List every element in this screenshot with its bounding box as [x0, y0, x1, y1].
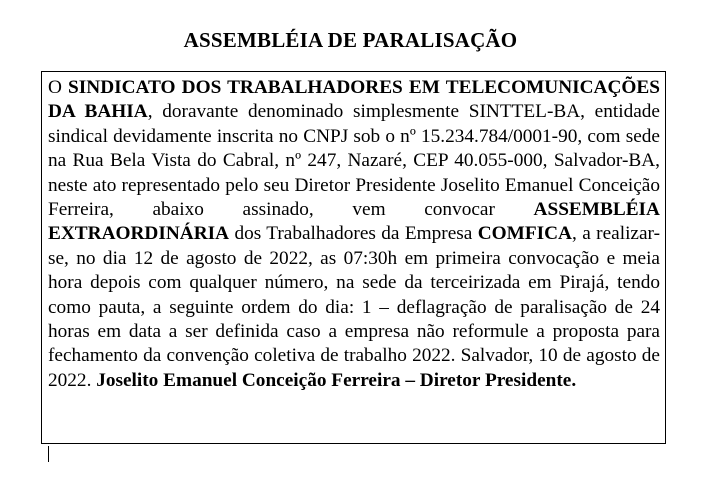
notice-text-body: , doravante denominado simplesmente SINTTEL-BA, entidade sindical devidamente inscrita no CNPJ sob o nº 15.234.784/0001-90, com sede na Rua Bela Vista do Cabral, nº 247, Nazaré, CEP 40.055-000, Salvador-BA, neste ato representado pelo seu Diretor Presidente Joselito Emanuel Conceição Ferreira, abaixo assinado, vem convocar [48, 101, 660, 221]
document-title: ASSEMBLÉIA DE PARALISAÇÃO [183, 28, 518, 52]
assembly-type: ASSEMBLÉIA EXTRAORDINÁRIA [48, 199, 660, 245]
notice-box [41, 71, 666, 444]
text-cursor [48, 446, 49, 462]
signature-line: Joselito Emanuel Conceição Ferreira – Diretor Presidente. [96, 369, 577, 391]
notice-text-opening: O [48, 77, 69, 98]
union-name: SINDICATO DOS TRABALHADORES EM TELECOMUNICAÇÕES DA BAHIA [48, 77, 660, 123]
company-name: COMFICA [477, 223, 572, 245]
notice-paragraph [48, 76, 660, 393]
notice-text-details: , a realizar-se, no dia 12 de agosto de 2022, as 07:30h em primeira convocação e meia hora depois com qualquer número, na sede da terceirizada em Pirajá, tendo como pauta, a seguinte ordem do dia: 1 – deflagração de paralisação de 24 horas em data a ser definida caso a empresa não reformule a proposta para fechamento da convenção coletiva de trabalho 2022. Salvador, 10 de agosto de 2022. [48, 223, 660, 391]
notice-text-workers: dos Trabalhadores da Empresa [229, 223, 478, 245]
